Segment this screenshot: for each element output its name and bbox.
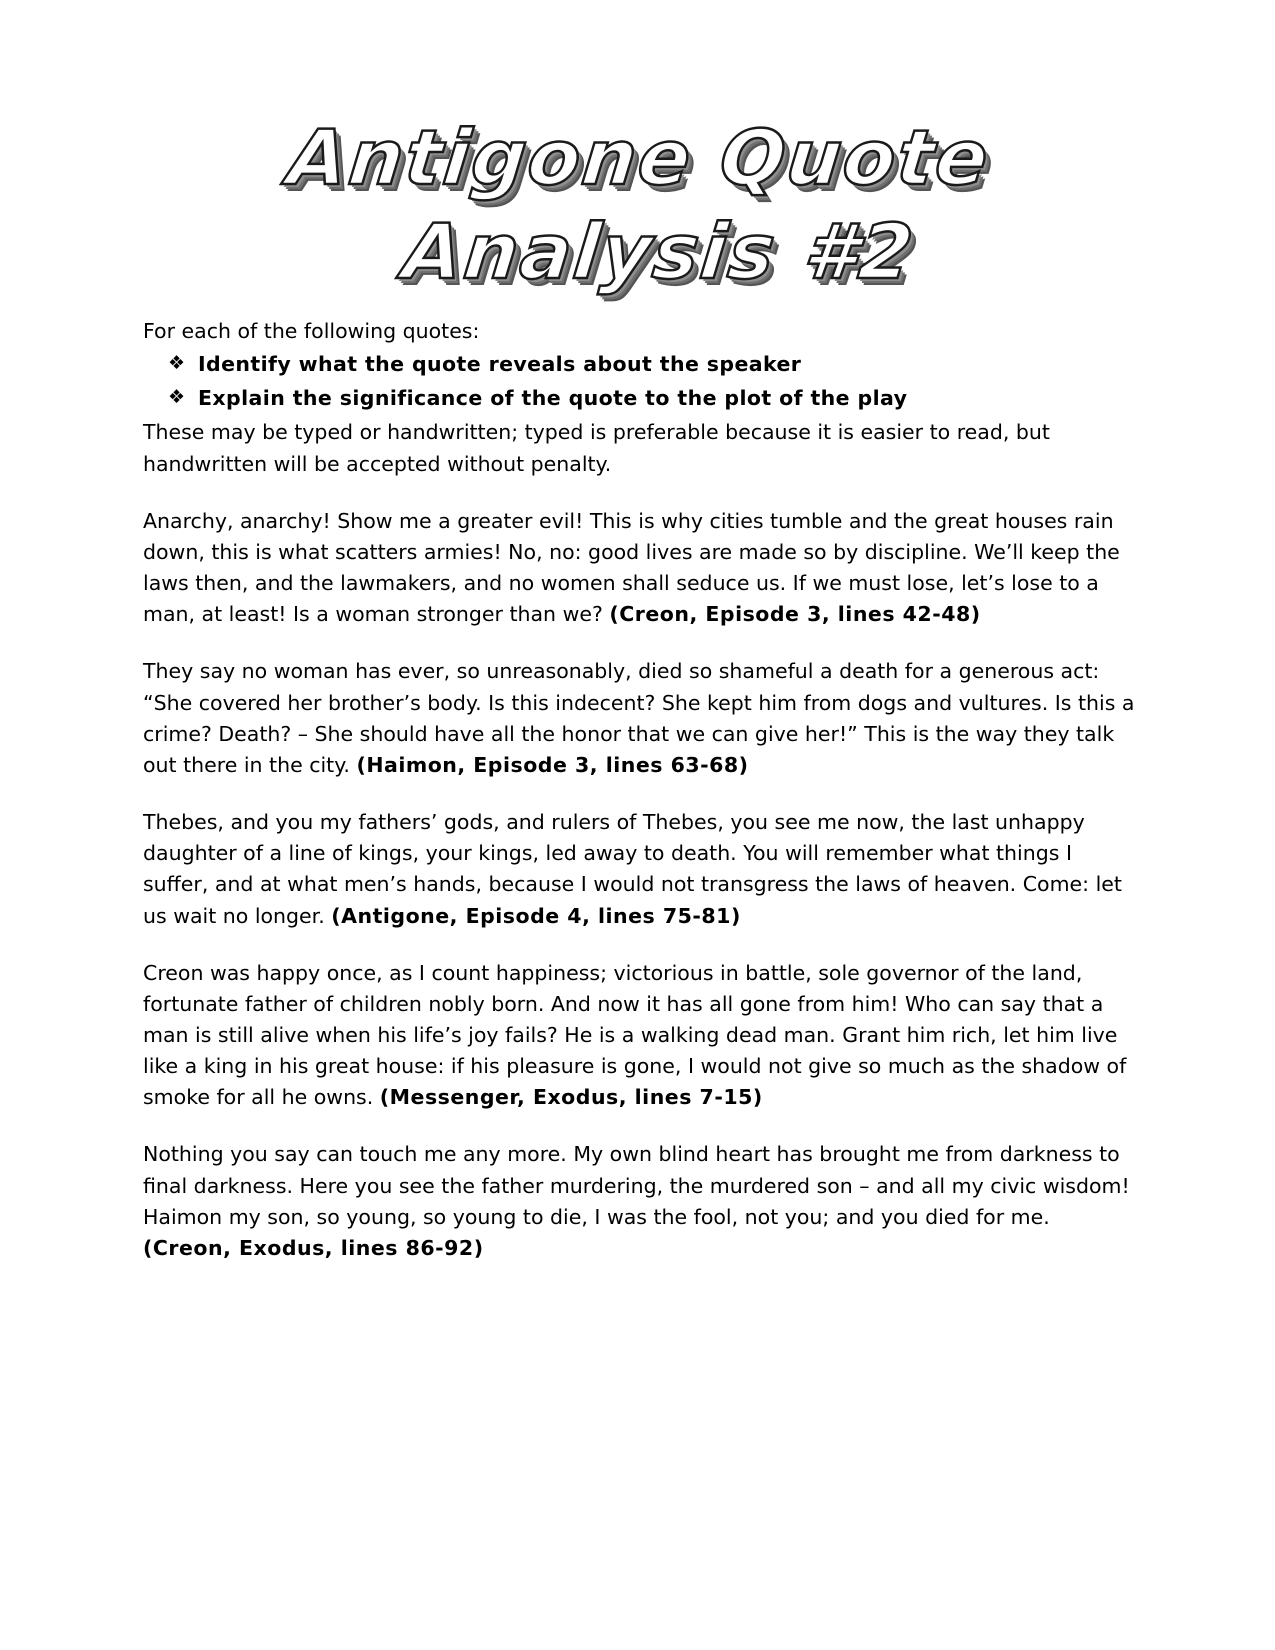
instruction-label: Explain the significance of the quote to the plot of the play [198, 386, 908, 411]
document-body [143, 316, 1135, 1264]
list-item [168, 383, 1135, 414]
quote-text: Creon was happy once, as I count happiness; victorious in battle, sole governor of the land, fortunate father of children nobly born. And now it has all gone from him! Who can say that a man is still alive when his life’s joy fails? He is a walking dead man. Grant him rich, let him live like a king in his great house: if his pleasure is gone, I would not give so much as the shadow of smoke for all he owns. [143, 960, 1127, 1110]
quote-text: Anarchy, anarchy! Show me a greater evil! This is why cities tumble and the great houses rain down, this is what scatters armies! No, no: good lives are made so by discipline. We’ll keep the laws then, and the lawmakers, and no women shall seduce us. If we must lose, let’s lose to a man, at least! Is a woman stronger than we? [143, 508, 1120, 627]
title-line-2: Analysis #2 [399, 207, 919, 296]
quote-citation: (Creon, Exodus, lines 86-92) [143, 1235, 484, 1260]
quote-text: Thebes, and you my fathers’ gods, and rulers of Thebes, you see me now, the last unhappy daughter of a line of kings, your kings, led away to death. You will remember what things I suffer, and at what men’s hands, because I would not transgress the laws of heaven. Come: let us wait no longer. [143, 810, 1122, 928]
quote-citation: (Antigone, Episode 4, lines 75-81) [331, 903, 741, 928]
list-item [168, 349, 1135, 380]
diamond-bullet-icon: ❖ [168, 352, 186, 375]
paragraph-spacer [143, 781, 1135, 807]
submission-note: These may be typed or handwritten; typed is preferable because it is easier to read, but handwritten will be accepted without penalty. [143, 420, 1050, 476]
intro-text: For each of the following quotes: [143, 319, 480, 343]
quote-block-3 [143, 807, 1135, 932]
paragraph-spacer [143, 932, 1135, 958]
quote-block-5 [143, 1139, 1135, 1264]
title-line-1: Antigone Quote [283, 113, 995, 202]
instruction-label: Identify what the quote reveals about the speaker [198, 352, 802, 377]
paragraph-spacer [143, 630, 1135, 656]
quote-text: They say no woman has ever, so unreasonably, died so shameful a death for a generous act: “She covered her brother’s body. Is this indecent? She kept him from dogs and vultures. Is this a crime? Death? – She should have all the honor that we can give her!” This is the way they talk out there in the city. [143, 659, 1135, 777]
quote-citation: (Creon, Episode 3, lines 42-48) [609, 602, 981, 627]
paragraph-spacer [143, 1113, 1135, 1139]
paragraph-spacer [143, 480, 1135, 506]
quote-block-2 [143, 656, 1135, 781]
quote-citation: (Haimon, Episode 3, lines 63-68) [356, 752, 749, 777]
quote-block-1 [143, 506, 1135, 631]
page-title [143, 113, 1135, 296]
quote-block-4 [143, 958, 1135, 1114]
diamond-bullet-icon: ❖ [168, 386, 186, 409]
instructions-list [143, 349, 1135, 414]
quote-citation: (Messenger, Exodus, lines 7-15) [379, 1085, 763, 1110]
quote-text: Nothing you say can touch me any more. My own blind heart has brought me from darkness to final darkness. Here you see the father murdering, the murdered son – and all my civic wisdom! Haimon my son, so young, so young to die, I was the fool, not you; and you died for me. [143, 1142, 1130, 1229]
